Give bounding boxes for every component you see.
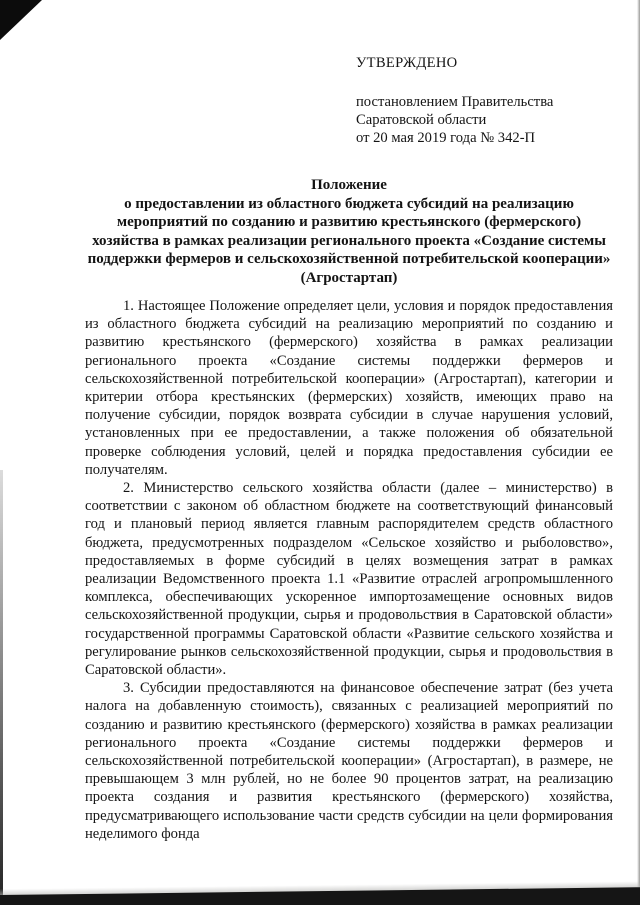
approval-line: постановлением Правительства [356,94,554,110]
paragraph: 1. Настоящее Положение определяет цели, условия и порядок предоставления из областного бюджета субсидий на реализацию мероприятий по созданию и развитию крестьянского (фермерского) хозяйства в рамках реализации регионального проекта «Создание системы поддержки фермеров и сельскохозяйственной потребительской кооперации» (Агростартап), категории и критерии отбора крестьянских (фермерских) хозяйств, имеющих право на получение субсидии, порядок возврата субсидии в случае нарушения условий, установленных при ее предоставлении, а также положения об обязательной проверке соблюдения условий, целей и порядка предоставления субсидии ее получателям. [85,298,613,478]
document-title-heading: Положение [311,177,387,193]
document-title [85,176,613,287]
paragraph: 2. Министерство сельского хозяйства области (далее – министерство) в соответствии с законом об областном бюджете на соответствующий финансовый год и плановый период является главным распорядителем средств областного бюджета, предусмотренных подразделом «Сельское хозяйство и рыболовство», предоставляемых в форме субсидий в целях возмещения затрат в рамках реализации Ведомственного проекта 1.1 «Развитие отраслей агропромышленного комплекса, обеспечивающих ускоренное импортозамещение основных видов сельскохозяйственной продукции, сырья и продовольствия в Саратовской области» государственной программы Саратовской области «Развитие сельского хозяйства и регулирование рынков сельскохозяйственной продукции, сырья и продовольствия в Саратовской области». [85,480,613,679]
document-body [85,297,613,843]
paragraph: 3. Субсидии предоставляются на финансовое обеспечение затрат (без учета налога на добавленную стоимость), связанных с реализацией мероприятий по созданию и развитию крестьянского (фермерского) хозяйства в рамках реализации регионального проекта «Создание системы поддержки фермеров и сельскохозяйственной потребительской кооперации» (Агростартап), в размере, не превышающем 3 млн рублей, но не более 90 процентов затрат, на реализацию проекта создания и развития крестьянского (фермерского) хозяйства, предусматривающего использование части средств субсидии на цели формирования неделимого фонда [85,680,613,842]
document-title-subtitle: о предоставлении из областного бюджета субсидий на реализацию мероприятий по созданию и развитию крестьянского (фермерского) хозяйства в рамках реализации регионального проекта «Создание системы поддержки фермеров и сельскохозяйственной потребительской кооперации» (Агростартап) [87,195,611,286]
approval-block [356,54,616,147]
approval-line: Саратовской области [356,112,487,128]
scan-left-edge-artifact [0,470,3,905]
scan-corner-fold-artifact [0,0,42,40]
approval-stamp: УТВЕРЖДЕНО [356,55,458,71]
approval-line: от 20 мая 2019 года № 342-П [356,130,536,146]
